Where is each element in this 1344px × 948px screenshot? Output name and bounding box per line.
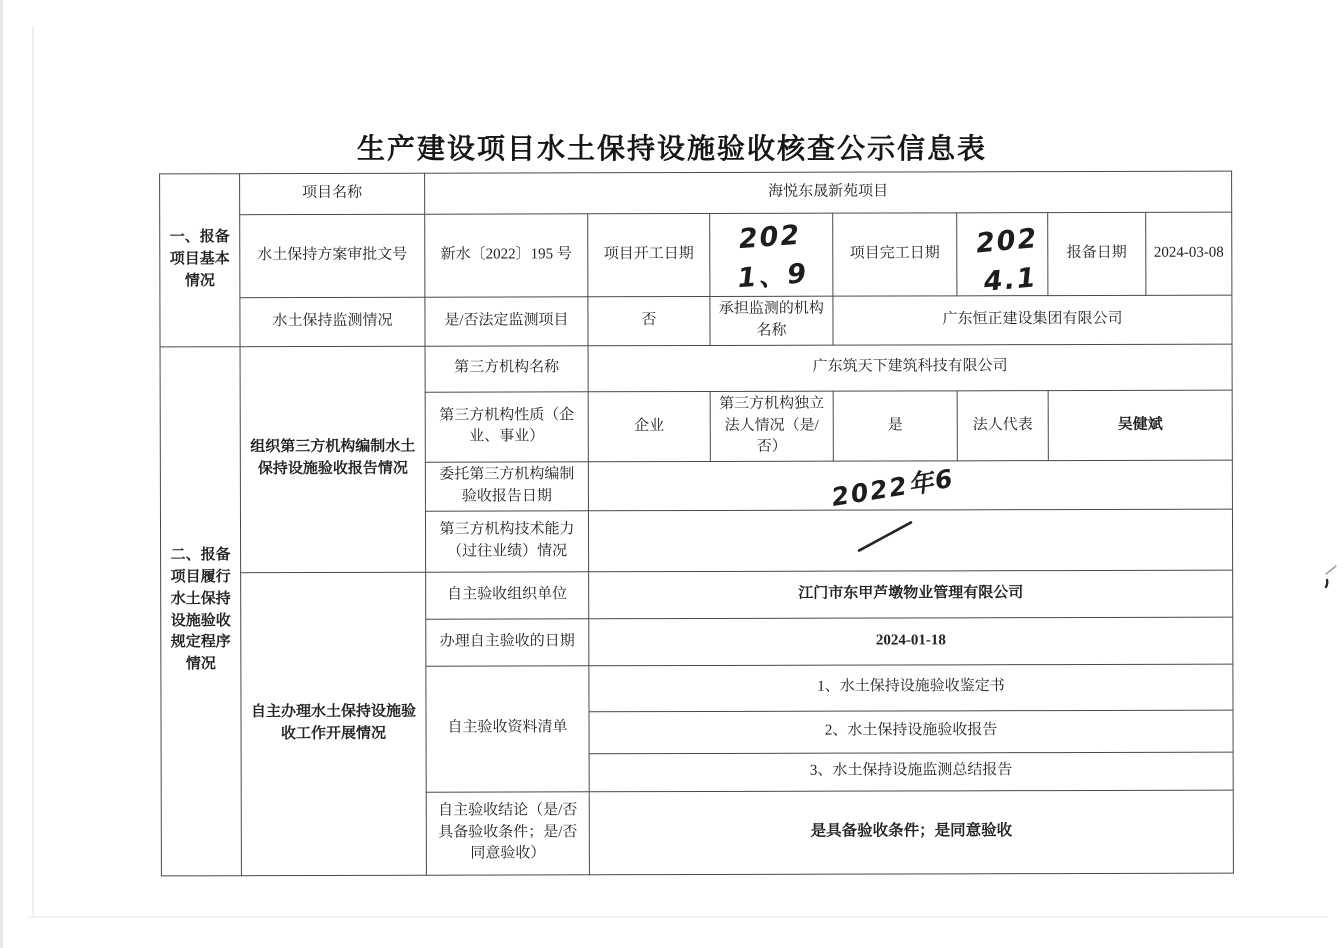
statutory-monitoring-label: 是/否法定监测项目: [425, 297, 588, 346]
capability-label: 第三方机构技术能力（过往业绩）情况: [425, 510, 588, 571]
page-title: 生产建设项目水土保持设施验收核查公示信息表: [356, 134, 987, 165]
section1-label: 一、报备项目基本情况: [160, 174, 240, 347]
self-acceptance-group-label: 自主办理水土保持设施验收工作开展情况: [241, 572, 427, 875]
project-name-value: 海悦东晟新苑项目: [425, 171, 1232, 214]
organizer-label: 自主验收组织单位: [426, 571, 589, 618]
materials-item-3: 3、水土保持设施监测总结报告: [589, 752, 1233, 792]
conclusion-label: 自主验收结论（是/否具备验收条件；是/否同意验收）: [426, 791, 589, 874]
section2-label: 二、报备项目履行水土保持设施验收规定程序情况: [160, 346, 241, 875]
monitoring-agency-value: 广东恒正建设集团有限公司: [833, 295, 1232, 345]
start-date-value: [710, 213, 833, 297]
materials-item-1: 1、水土保持设施验收鉴定书: [589, 664, 1233, 712]
third-party-name-value: 广东筑天下建筑科技有限公司: [588, 344, 1232, 392]
self-acceptance-date-value: 2024-01-18: [589, 617, 1233, 666]
materials-item-2: 2、水土保持设施验收报告: [589, 710, 1233, 754]
organizer-value: 江门市东甲芦墩物业管理有限公司: [589, 570, 1233, 619]
legal-rep-value: 吴健斌: [1048, 390, 1232, 461]
third-party-nature-value: 企业: [588, 391, 710, 462]
conclusion-value: 是具备验收条件；是同意验收: [589, 790, 1233, 875]
filing-date-label: 报备日期: [1048, 212, 1146, 296]
monitoring-agency-label: 承担监测的机构名称: [710, 296, 833, 345]
materials-label: 自主验收资料清单: [426, 665, 589, 791]
legal-rep-label: 法人代表: [957, 390, 1048, 460]
capability-value: [588, 509, 1232, 572]
handwritten-start-date: 2021、9: [736, 219, 810, 295]
third-party-group-label: 组织第三方机构编制水土保持设施验收报告情况: [240, 346, 426, 572]
stray-ink-mark: [1314, 560, 1340, 594]
independent-legal-value: 是: [833, 391, 957, 462]
info-table: [159, 171, 1234, 876]
independent-legal-label: 第三方机构独立法人情况（是/否）: [710, 391, 833, 462]
finish-date-value: [957, 213, 1048, 297]
project-name-label: 项目名称: [240, 173, 425, 214]
self-acceptance-date-label: 办理自主验收的日期: [426, 618, 589, 665]
third-party-nature-label: 第三方机构性质（企业、事业）: [425, 392, 588, 463]
paper-edge-bottom: [28, 916, 1328, 918]
monitoring-label: 水土保持监测情况: [240, 297, 425, 346]
commission-date-label: 委托第三方机构编制验收报告日期: [425, 462, 588, 511]
handwritten-slash: [854, 518, 916, 562]
handwritten-commission-date: 2022年6: [829, 463, 957, 512]
finish-date-label: 项目完工日期: [833, 213, 957, 297]
third-party-name-label: 第三方机构名称: [425, 346, 588, 392]
start-date-label: 项目开工日期: [588, 213, 710, 297]
approval-doc-label: 水土保持方案审批文号: [240, 214, 425, 298]
approval-doc-value: 新水〔2022〕195 号: [425, 214, 588, 298]
statutory-monitoring-value: 否: [588, 297, 710, 346]
commission-date-value: [588, 460, 1232, 510]
filing-date-value: 2024-03-08: [1146, 212, 1232, 296]
handwritten-finish-date: 2024.1: [974, 222, 1040, 299]
